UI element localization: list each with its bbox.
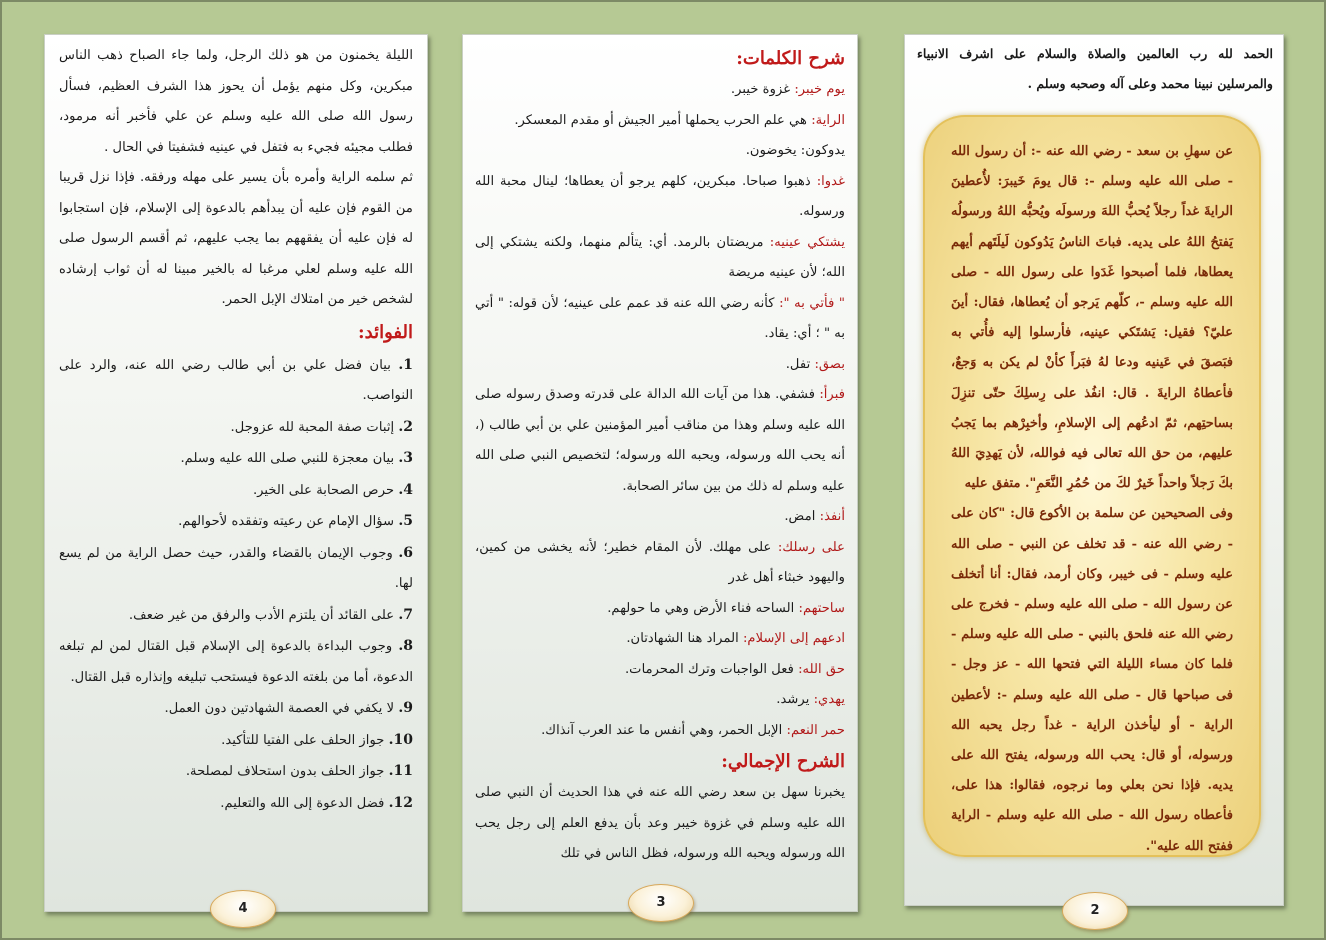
benefit-item <box>59 538 413 600</box>
vocab-definition: فشفي. هذا من آيات الله الدالة على قدرته وصدق رسوله صلى الله عليه وسلم وهذا من مناقب أمير المؤمنين علي بن أبي طالب (، أنه يحب الله ورسوله، ويحبه الله ورسوله؛ لتخصيص النبي صلى الله عليه وسلم له ذلك من بين سائر الصحابة. <box>475 387 845 494</box>
vocab-item <box>475 685 845 716</box>
benefit-number: 7. <box>398 606 413 623</box>
vocab-item <box>475 289 845 350</box>
vocab-definition: الإبل الحمر، وهي أنفس ما عند العرب آنذاك. <box>541 722 787 738</box>
benefit-item <box>59 506 413 538</box>
benefit-text: وجوب الإيمان بالقضاء والقدر، حيث حصل الراية من لم يسع لها. <box>59 545 413 591</box>
vocab-item <box>475 350 845 381</box>
vocab-definition: على مهلك. لأن المقام خطير؛ لأنه يخشى من كمين، واليهود خبثاء أهل غدر <box>475 539 845 585</box>
vocab-term: ادعهم إلى الإسلام: <box>742 631 845 646</box>
vocab-term: يوم خيبر: <box>794 82 845 97</box>
page-number-3: 3 <box>628 884 694 922</box>
benefit-text: لا يكفي في العصمة الشهادتين دون العمل. <box>164 701 395 716</box>
benefit-item <box>59 788 413 820</box>
hadith-paragraph: وفى الصحيحين عن سلمة بن الأكوع قال: "كان على - رضي الله عنه - قد تخلف عن النبي - صلى الله عليه وسلم - فى خيبر، وكان أرمد، فقال: أنا أتخلف عن رسول الله - صلى الله عليه وسلم - فخرج على رضي الله عنه فلحق بالنبي - صلى الله عليه وسلم - فلما كان مساء الليلة التي فتحها الله - عز وجل - فى صباحها قال - صلى الله عليه وسلم -: لأعطين الراية - أو ليأخذن الراية - غداً رجل يحبه الله ورسوله، أو قال: يحب الله ورسوله، يفتح الله على يديه. فإذا نحن بعلي وما نرجوه، فقالوا: هذا على، فأعطاه رسول الله - صلى الله عليه وسلم - الراية ففتح الله عليه". <box>951 506 1233 854</box>
vocab-definition: فعل الواجبات وترك المحرمات. <box>624 661 799 677</box>
vocab-term: فبرأ: <box>819 387 845 402</box>
vocab-definition: يدوكون: يخوضون. <box>745 143 845 158</box>
benefits-list <box>59 350 413 820</box>
benefit-item <box>59 443 413 475</box>
benefit-text: بيان معجزة للنبي صلى الله عليه وسلم. <box>180 451 395 466</box>
intro-text: الحمد لله رب العالمين والصلاة والسلام على اشرف الانبياء والمرسلين نبينا محمد وعلى آله وصحبه وسلم . <box>917 46 1273 91</box>
vocab-term: أنفذ: <box>819 509 845 524</box>
vocab-item <box>475 594 845 625</box>
vocab-term: الراية: <box>811 112 845 128</box>
benefit-text: جواز الحلف بدون استحلاف لمصلحة. <box>185 764 385 779</box>
vocab-item <box>475 136 845 167</box>
benefit-item <box>59 725 413 757</box>
vocab-term: على رسلك: <box>777 539 846 555</box>
vocab-term: " فأتي به ": <box>779 295 845 311</box>
benefit-text: إثبات صفة المحبة لله عزوجل. <box>230 419 395 435</box>
page-3-text <box>463 35 857 870</box>
page-number-2: 2 <box>1062 892 1128 930</box>
benefit-number: 3. <box>398 450 413 466</box>
page-4-text <box>45 35 427 819</box>
vocab-item <box>475 716 845 747</box>
benefit-number: 1. <box>398 356 413 373</box>
vocab-definition: ذهبوا صباحا. مبكرين، كلهم يرجو أن يعطاها؛ لينال محبة الله ورسوله. <box>475 173 845 219</box>
vocab-item <box>475 533 845 594</box>
page-3-panel <box>462 34 858 912</box>
page-4-paragraph: الليلة يخمنون من هو ذلك الرجل، ولما جاء الصباح ذهب الناس مبكرين، وكل منهم يؤمل أن يحوز هذا الشرف العظيم، فسأل رسول الله صلى الله عليه وسلم عن علي فأخبر أنه مرمود، فطلب مجيئه فجيء به فتفل في عينيه فشفيتا في الحال . <box>59 48 413 155</box>
benefit-number: 6. <box>398 544 413 561</box>
summary-title: الشرح الإجمالي: <box>721 751 845 772</box>
vocab-list <box>475 75 845 746</box>
page-number-4: 4 <box>210 890 276 928</box>
benefit-number: 2. <box>398 418 413 435</box>
benefit-item <box>59 350 413 412</box>
benefit-item <box>59 475 413 507</box>
benefit-number: 5. <box>398 513 413 529</box>
summary-text: يخبرنا سهل بن سعد رضي الله عنه في هذا الحديث أن النبي صلى الله عليه وسلم في غزوة خيبر وعد بأن يدفع العلم إلى رجل يحب الله ورسوله ويحبه الله ورسوله، فظل الناس في تلك <box>475 785 845 861</box>
benefit-number: 8. <box>398 638 413 654</box>
vocab-item <box>475 502 845 533</box>
benefit-number: 12. <box>388 794 413 811</box>
page-2-panel <box>904 34 1284 906</box>
vocab-definition: تفل. <box>785 356 815 372</box>
benefit-text: جواز الحلف على الفتيا للتأكيد. <box>221 732 385 748</box>
vocab-title: شرح الكلمات: <box>736 48 845 69</box>
benefit-number: 11. <box>388 763 413 779</box>
benefit-text: فضل الدعوة إلى الله والتعليم. <box>220 795 385 811</box>
vocab-item <box>475 75 845 106</box>
benefit-number: 4. <box>398 481 413 498</box>
vocab-item <box>475 624 845 655</box>
vocab-definition: الساحه فناء الأرض وهي ما حولهم. <box>607 600 799 616</box>
vocab-definition: المراد هنا الشهادتان. <box>626 631 743 646</box>
benefit-text: على القائد أن يلتزم الأدب والرفق من غير ضعف. <box>128 607 395 623</box>
benefit-text: سؤال الإمام عن رعيته وتفقده لأحوالهم. <box>178 514 395 529</box>
hadith-text <box>951 137 1233 862</box>
benefit-item <box>59 600 413 632</box>
benefit-text: بيان فضل علي بن أبي طالب رضي الله عنه، والرد على النواصب. <box>59 357 413 403</box>
vocab-term: حق الله: <box>798 661 845 677</box>
vocab-term: يهدي: <box>813 692 845 707</box>
vocab-item <box>475 167 845 228</box>
vocab-term: يشتكي عينيه: <box>769 234 845 250</box>
benefit-number: 9. <box>398 700 413 716</box>
page-4-panel <box>44 34 428 912</box>
vocab-item <box>475 106 845 137</box>
benefit-item <box>59 412 413 444</box>
vocab-definition: يرشد. <box>776 692 814 707</box>
vocab-term: غدوا: <box>816 173 845 189</box>
benefit-text: حرص الصحابة على الخير. <box>252 482 395 498</box>
vocab-item <box>475 380 845 502</box>
vocab-item <box>475 228 845 289</box>
vocab-item <box>475 655 845 686</box>
vocab-definition: كأنه رضي الله عنه قد عمم على عينيه؛ لأن قوله: " أتي به " ؛ أي: يقاد. <box>475 295 845 341</box>
vocab-definition: امض. <box>784 509 820 524</box>
vocab-term: ساحتهم: <box>798 600 845 616</box>
vocab-term: بصق: <box>814 356 845 372</box>
hadith-box <box>923 115 1261 857</box>
vocab-definition: غزوة خيبر. <box>730 82 795 97</box>
vocab-term: حمر النعم: <box>786 722 845 738</box>
benefit-number: 10. <box>388 731 413 748</box>
benefit-item <box>59 693 413 725</box>
benefit-item <box>59 631 413 693</box>
hadith-paragraph: عن سهلِ بن سعد - رضي الله عنه -: أن رسول الله - صلى الله عليه وسلم -: قال يومَ خَيبرَ: لأُعطينَ الرايةَ غداً رجلاً يُحبُّ اللهَ ورسولَه ويُحبُّه اللهُ ورسولُه يَفتحُ اللهُ على يديه. فباتَ الناسُ يَدُوكون لَيلَتَهم أيهم يعطاها، فلما أصبحوا غَدَوا على رسول الله - صلى الله عليه وسلم -، كلّهم يَرجو أن يُعطاها، فقال: أينَ عليّ؟ فقيل: يَشتَكي عينيه، فأرسلوا إليه فأُتي به فبَصقَ في عَينيه ودعا لهُ فبَرأَ كأنْ لم يكن به وَجعٌ، فأعطاهُ الرايةَ . قال: انفُذ على رِسلِكَ حتّى تنزِلَ بساحتِهم، ثمّ ادعُهم إلى الإسلامِ، وأخبِرْهم بما يَجبُ عليهم، من حق الله تعالى فيه فوالله، لأن يَهدِيَ اللهُ بكَ رَجلاً واحداً خَيرٌ لكَ من حُمُرِ النَّعَمِ". متفق عليه <box>951 144 1233 492</box>
benefit-text: وجوب البداءة بالدعوة إلى الإسلام قبل القتال لمن لم تبلغه الدعوة، أما من بلغته الدعوة فيستحب تبليغه وإنذاره قبل القتال. <box>59 639 413 685</box>
vocab-definition: هي علم الحرب يحملها أمير الجيش أو مقدم المعسكر. <box>514 112 812 128</box>
vocab-definition: مريضتان بالرمد. أي: يتألم منهما، ولكنه يشتكي إلى الله؛ لأن عينيه مريضة <box>475 234 845 280</box>
benefits-title: الفوائد: <box>358 321 413 343</box>
benefit-item <box>59 756 413 788</box>
page-4-paragraph: ثم سلمه الراية وأمره بأن يسير على مهله ورفقه. فإذا نزل قريبا من القوم فإن عليه أن يبدأهم بالدعوة إلى الإسلام، فإن استجابوا له فإن عليه أن يفقههم بما يجب عليهم، ثم أقسم الرسول صلى الله عليه وسلم لعلي مرغبا له بالخير مبينا له أن ثواب إرشاده لشخص خير من امتلاك الإبل الحمر. <box>59 170 413 307</box>
